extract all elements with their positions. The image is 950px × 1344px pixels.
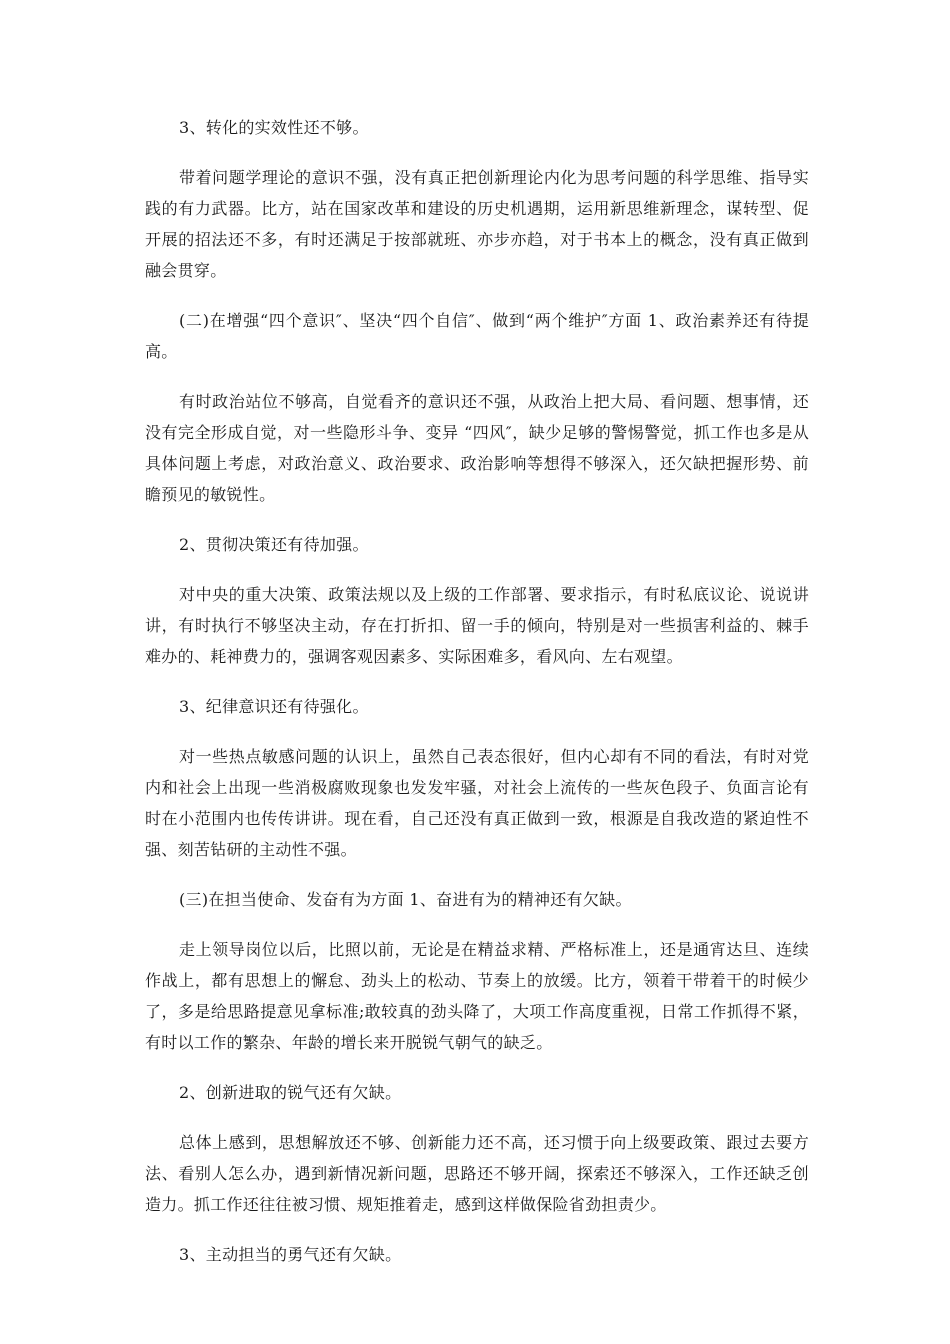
heading-discipline-awareness: 3、纪律意识还有待强化。 (179, 697, 369, 716)
paragraph-political-standpoint: 有时政治站位不够高，自觉看齐的意识还不强，从政治上把大局、看问题、想事情，还没有完全形成自觉，对一些隐形斗争、变异 “四风″，缺少足够的警惕警觉，抓工作也多是从具体问题上考虑，对政治意义、政治要求、政治影响等想得不够深入，还欠缺把握形势、前瞻预见的敏锐性。 (145, 392, 809, 504)
heading-responsibility-courage: 3、主动担当的勇气还有欠缺。 (179, 1245, 402, 1264)
section-heading-four-consciousness: (二)在增强“四个意识″、坚决“四个自信″、做到“两个维护″方面 1、政治素养还有待提高。 (145, 311, 809, 361)
document-page (145, 112, 809, 1289)
heading-implement-decisions: 2、贯彻决策还有待加强。 (179, 535, 369, 554)
paragraph-sensitive-issues: 对一些热点敏感问题的认识上，虽然自己表态很好，但内心却有不同的看法，有时对党内和社会上出现一些消极腐败现象也发发牢骚，对社会上流传的一些灰色段子、负面言论有时在小范围内也传传讲讲。现在看，自己还没有真正做到一致，根源是自我改造的紧迫性不强、刻苦钻研的主动性不强。 (145, 747, 809, 859)
section-heading-mission: (三)在担当使命、发奋有为方面 1、奋进有为的精神还有欠缺。 (179, 890, 632, 909)
paragraph-theory-study: 带着问题学理论的意识不强，没有真正把创新理论内化为思考问题的科学思维、指导实践的有力武器。比方，站在国家改革和建设的历史机遇期，运用新思维新理念，谋转型、促开展的招法还不多，有时还满足于按部就班、亦步亦趋，对于书本上的概念，没有真正做到融会贯穿。 (145, 168, 809, 280)
heading-innovation-spirit: 2、创新进取的锐气还有欠缺。 (179, 1083, 402, 1102)
paragraph-innovation-ability: 总体上感到，思想解放还不够、创新能力还不高，还习惯于向上级要政策、跟过去要方法、看别人怎么办，遇到新情况新问题，思路还不够开阔，探索还不够深入，工作还缺乏创造力。抓工作还往往被习惯、规矩推着走，感到这样做保险省劲担责少。 (145, 1133, 809, 1214)
heading-transformation-effectiveness: 3、转化的实效性还不够。 (179, 118, 369, 137)
paragraph-central-decisions: 对中央的重大决策、政策法规以及上级的工作部署、要求指示，有时私底议论、说说讲讲，有时执行不够坚决主动，存在打折扣、留一手的倾向，特别是对一些损害利益的、棘手难办的、耗神费力的，强调客观因素多、实际困难多，看风向、左右观望。 (145, 585, 809, 666)
paragraph-leadership-position: 走上领导岗位以后，比照以前，无论是在精益求精、严格标准上，还是通宵达旦、连续作战上，都有思想上的懈怠、劲头上的松动、节奏上的放缓。比方，领着干带着干的时候少了，多是给思路提意见拿标准;敢较真的劲头降了，大项工作高度重视，日常工作抓得不紧，有时以工作的繁杂、年龄的增长来开脱锐气朝气的缺乏。 (145, 940, 809, 1052)
